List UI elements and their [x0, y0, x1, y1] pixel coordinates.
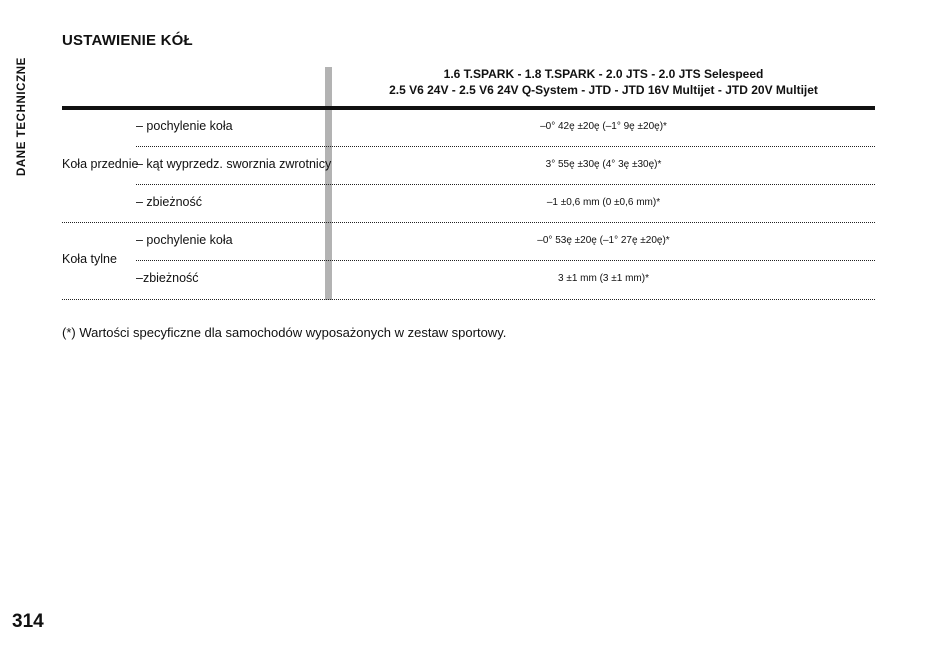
header-rule	[62, 106, 875, 110]
page-number: 314	[12, 611, 44, 632]
group-label-rear: Koła tylne	[62, 252, 117, 266]
engine-variants-line-2: 2.5 V6 24V - 2.5 V6 24V Q-System - JTD - JTD 16V Multijet - JTD 20V Multijet	[389, 83, 818, 97]
param-front-caster: – kąt wyprzedz. sworznia zwrotnicy	[136, 157, 332, 171]
value-front-camber: –0° 42ę ±20ę (–1° 9ę ±20ę)*	[540, 121, 667, 132]
row-divider	[136, 184, 875, 185]
row-divider	[136, 146, 875, 147]
param-front-camber: – pochylenie koła	[136, 119, 233, 133]
section-side-label: DANE TECHNICZNE	[16, 57, 28, 176]
group-label-front: Koła przednie	[62, 157, 139, 171]
param-front-toe: – zbieżność	[136, 195, 203, 209]
engine-variants-line-1: 1.6 T.SPARK - 1.8 T.SPARK - 2.0 JTS - 2.0 JTS Selespeed	[443, 67, 764, 81]
group-divider	[62, 222, 875, 223]
row-divider	[136, 260, 875, 261]
value-rear-toe: 3 ±1 mm (3 ±1 mm)*	[558, 273, 649, 284]
page-title: USTAWIENIE KÓŁ	[62, 32, 193, 49]
table-bottom-divider	[62, 299, 875, 300]
value-front-toe: –1 ±0,6 mm (0 ±0,6 mm)*	[546, 197, 661, 208]
engine-variants-header	[332, 66, 875, 98]
value-rear-camber: –0° 53ę ±20ę (–1° 27ę ±20ę)*	[537, 235, 670, 246]
value-front-caster: 3° 55ę ±30ę (4° 3ę ±30ę)*	[545, 159, 662, 170]
param-rear-camber: – pochylenie koła	[136, 233, 233, 247]
footnote: (*) Wartości specyficzne dla samochodów wyposażonych w zestaw sportowy.	[62, 325, 507, 340]
param-rear-toe: –zbieżność	[136, 271, 199, 285]
